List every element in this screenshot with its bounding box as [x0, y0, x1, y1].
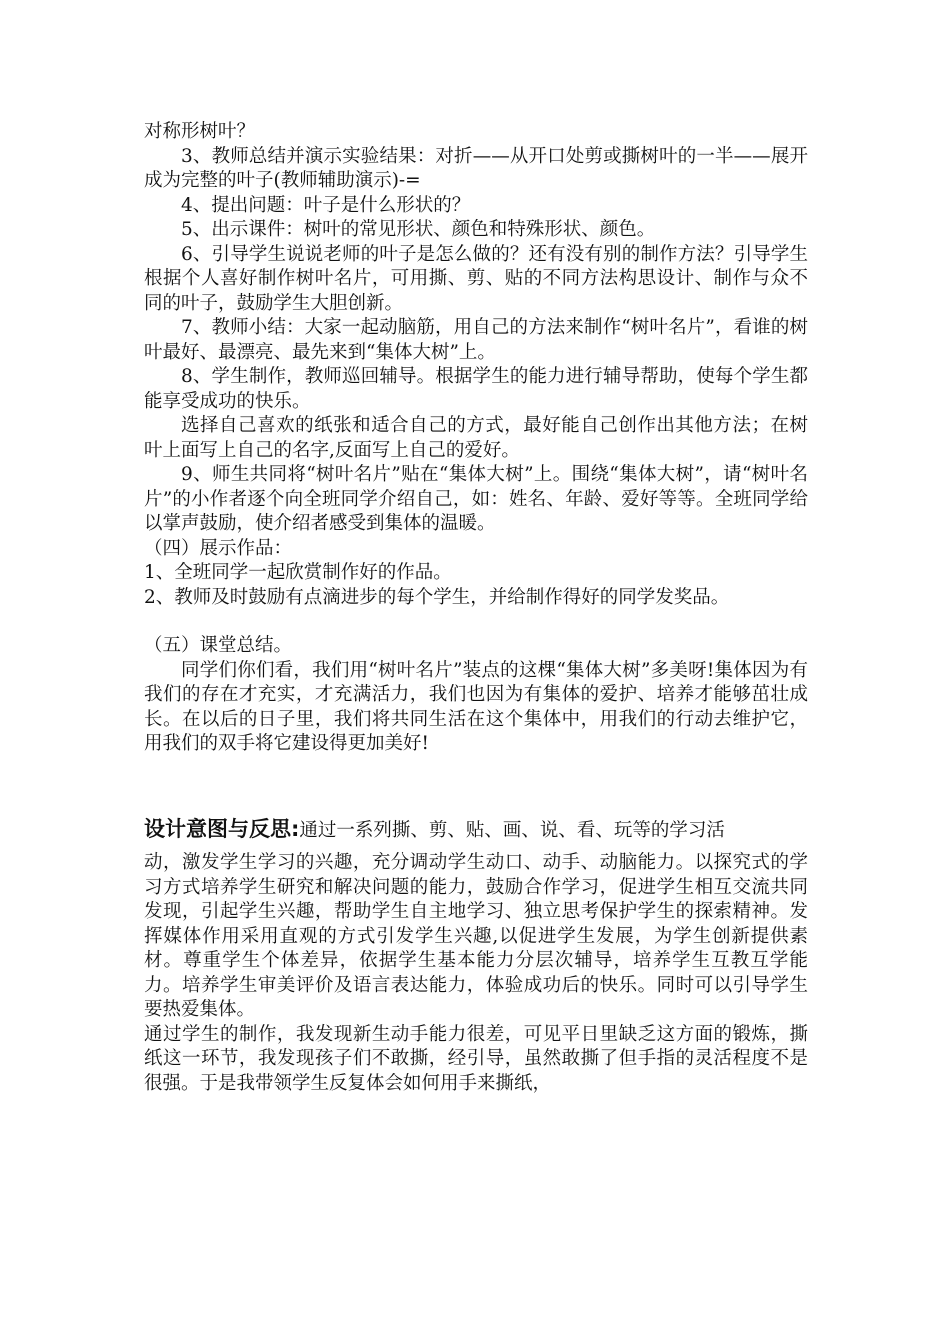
paragraph: 6、引导学生说说老师的叶子是怎么做的？还有没有别的制作方法？引导学生根据个人喜好制作树叶名片，可用撕、剪、贴的不同方法构思设计、制作与众不同的叶子，鼓励学生大胆创新。	[144, 243, 808, 314]
paragraph: 5、出示课件：树叶的常见形状、颜色和特殊形状、颜色。	[181, 219, 656, 240]
reflection-intro: 通过一系列撕、剪、贴、画、说、看、玩等的学习活	[299, 819, 725, 841]
paragraph: 同学们你们看，我们用“树叶名片”装点的这棵“集体大树”多美呀!集体因为有我们的存在才充实，才充满活力，我们也因为有集体的爱护、培养才能够茁壮成长。在以后的日子里，我们将共同生活在这个集体中，用我们的行动去维护它，用我们的双手将它建设得更加美好!	[144, 659, 808, 754]
paragraph: 9、师生共同将“树叶名片”贴在“集体大树”上。围绕“集体大树”，请“树叶名片”的小作者逐个向全班同学介绍自己，如：姓名、年龄、爱好等等。全班同学给以掌声鼓励，使介绍者感受到集体的温暖。	[144, 464, 808, 534]
paragraph: 1、全班同学一起欣赏制作好的作品。	[144, 562, 452, 583]
document-body	[144, 120, 808, 1096]
reflection-first-line	[144, 817, 808, 844]
section-heading: （四）展示作品：	[144, 537, 293, 559]
paragraph: 选择自己喜欢的纸张和适合自己的方式，最好能自己创作出其他方法；在树叶上面写上自己的名字,反面写上自己的爱好。	[144, 415, 808, 461]
paragraph: 3、教师总结并演示实验结果：对折——从开口处剪或撕树叶的一半——展开成为完整的叶子(教师辅助演示)-=	[144, 145, 808, 191]
reflection-final: 通过学生的制作，我发现新生动手能力很差，可见平日里缺乏这方面的锻炼，撕纸这一环节，我发现孩子们不敢撕，经引导，虽然敢撕了但手指的灵活程度不是很强。于是我带领学生反复体会如何用手来撕纸，	[144, 1023, 808, 1094]
reflection-section	[144, 817, 808, 1097]
paragraph: 7、教师小结：大家一起动脑筋，用自己的方法来制作“树叶名片”，看谁的树叶最好、最漂亮、最先来到“集体大树”上。	[144, 317, 808, 363]
section-heading: （五）课堂总结。	[144, 635, 293, 656]
spacer	[144, 757, 808, 817]
paragraph: 4、提出问题：叶子是什么形状的？	[181, 194, 471, 216]
spacer	[144, 610, 808, 634]
reflection-heading: 设计意图与反思:	[144, 816, 300, 841]
reflection-body: 动，激发学生学习的兴趣，充分调动学生动口、动手、动脑能力。以探究式的学习方式培养学生研究和解决问题的能力，鼓励合作学习，促进学生相互交流共同发现，引起学生兴趣，帮助学生自主地学习、独立思考保护学生的探索精神。发挥媒体作用采用直观的方式引发学生兴趣,以促进学生发展，为学生创新提供素材。尊重学生个体差异，依据学生基本能力分层次辅导，培养学生互教互学能力。培养学生审美评价及语言表达能力，体验成功后的快乐。同时可以引导学生要热爱集体。	[144, 852, 808, 1020]
paragraph: 对称形树叶？	[144, 121, 256, 142]
paragraph: 2、教师及时鼓励有点滴进步的每个学生，并给制作得好的同学发奖品。	[144, 586, 730, 608]
paragraph: 8、学生制作，教师巡回辅导。根据学生的能力进行辅导帮助，使每个学生都能享受成功的快乐。	[144, 366, 808, 412]
